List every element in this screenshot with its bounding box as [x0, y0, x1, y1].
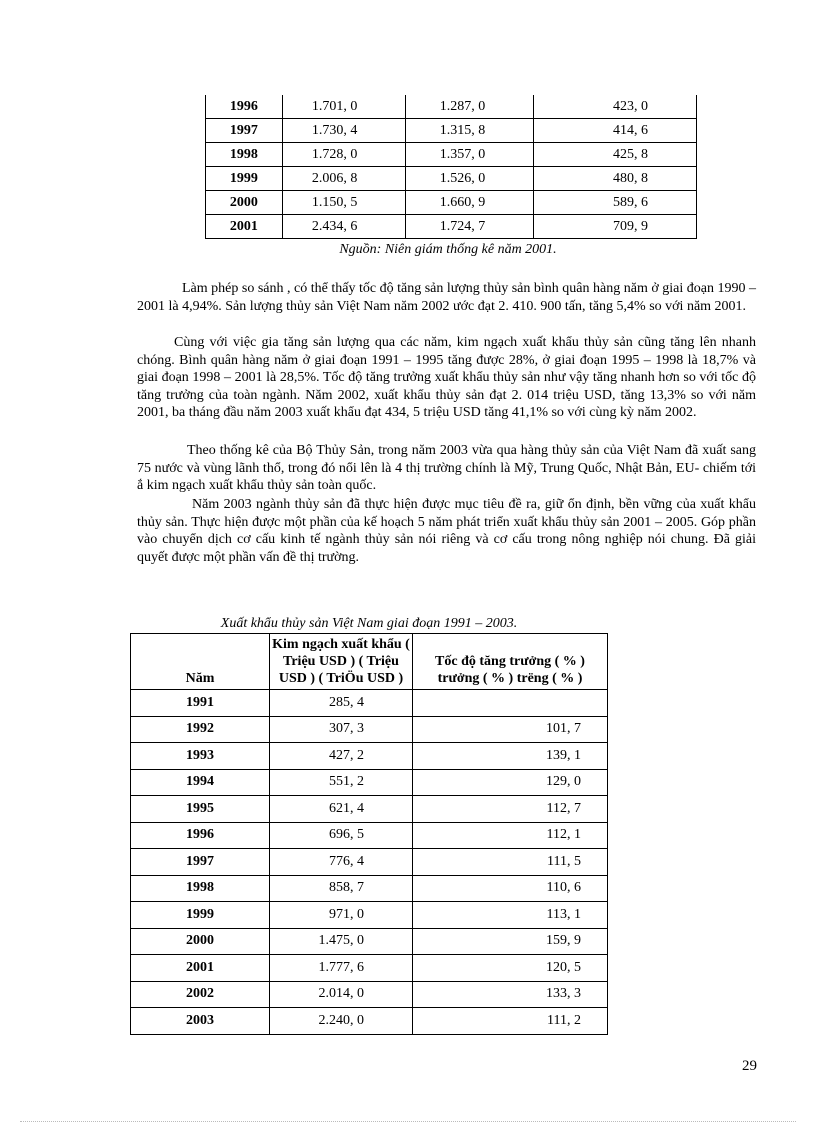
- production-table: [205, 95, 697, 239]
- year-cell: 2002: [131, 981, 270, 1008]
- value-cell: 1.475, 0: [270, 928, 413, 955]
- value-cell: 1.701, 0: [282, 95, 406, 119]
- value-cell: 589, 6: [534, 191, 697, 215]
- table-row: [131, 690, 608, 717]
- year-cell: 1999: [206, 167, 283, 191]
- growth-cell: [413, 690, 608, 717]
- table-row: [206, 167, 697, 191]
- value-cell: 971, 0: [270, 902, 413, 929]
- table-row: [131, 796, 608, 823]
- year-cell: 1998: [206, 143, 283, 167]
- year-cell: 1992: [131, 716, 270, 743]
- paragraph: Làm phép so sánh , có thể thấy tốc độ tăng sản lượng thủy sản bình quân hàng năm ở giai đoạn 1990 – 2001 là 4,94%. Sản lượng thủy sản Việt Nam năm 2002 ước đạt 2. 410. 900 tấn, tăng 5,4% so với năm 2001.: [137, 281, 756, 314]
- page-footer-divider: [20, 1121, 796, 1122]
- value-cell: 1.315, 8: [406, 119, 534, 143]
- year-cell: 1999: [131, 902, 270, 929]
- year-cell: 2000: [131, 928, 270, 955]
- value-cell: 1.660, 9: [406, 191, 534, 215]
- value-cell: 2.014, 0: [270, 981, 413, 1008]
- year-cell: 1996: [206, 95, 283, 119]
- table-header-row: [131, 634, 608, 690]
- table-row: [206, 95, 697, 119]
- table-row: [131, 769, 608, 796]
- value-cell: 2.434, 6: [282, 215, 406, 239]
- table-caption: Xuất khẩu thủy sản Việt Nam giai đoạn 1991 – 2003.: [220, 616, 518, 631]
- year-cell: 1997: [131, 849, 270, 876]
- table-row: [131, 822, 608, 849]
- year-cell: 1998: [131, 875, 270, 902]
- table-row: [206, 191, 697, 215]
- growth-cell: 101, 7: [413, 716, 608, 743]
- value-cell: 423, 0: [534, 95, 697, 119]
- value-cell: 1.730, 4: [282, 119, 406, 143]
- value-cell: 1.526, 0: [406, 167, 534, 191]
- year-cell: 1994: [131, 769, 270, 796]
- table-row: [206, 215, 697, 239]
- value-cell: 414, 6: [534, 119, 697, 143]
- value-cell: 776, 4: [270, 849, 413, 876]
- year-cell: 1997: [206, 119, 283, 143]
- year-cell: 1995: [131, 796, 270, 823]
- year-cell: 2003: [131, 1008, 270, 1035]
- paragraph: Cùng với việc gia tăng sản lượng qua các năm, kim ngạch xuất khẩu thủy sản cũng tăng lên nhanh chóng. Bình quân hàng năm ở giai đoạn 1991 – 1995 tăng được 28%, ở giai đoạn 1995 – 1998 là 18,7% và giai đoạn 1998 – 2001 là 28,5%. Tốc độ tăng trưởng xuất khẩu thủy sản như vậy tăng nhanh hơn so với tốc độ tăng trưởng của toàn ngành. Năm 2002, xuất khẩu thủy sản đạt 2. 014 triệu USD, tăng 13,3% so với năm 2001, ba tháng đầu năm 2003 xuất khẩu đạt 434, 5 triệu USD tăng 41,1% so với cùng kỳ năm 2002.: [137, 335, 756, 420]
- year-cell: 1993: [131, 743, 270, 770]
- table-row: [131, 981, 608, 1008]
- growth-header: Tốc độ tăng trưởng ( % ) trưởng ( % ) trëng ( % ): [413, 634, 608, 690]
- value-cell: 1.777, 6: [270, 955, 413, 982]
- value-cell: 551, 2: [270, 769, 413, 796]
- value-cell: 1.150, 5: [282, 191, 406, 215]
- paragraph: Năm 2003 ngành thủy sản đã thực hiện được mục tiêu đề ra, giữ ổn định, bền vững của xuất khẩu thủy sản. Thực hiện được một phần của kế hoạch 5 năm phát triển xuất khẩu thủy sản 2001 – 2005. Góp phần vào chuyển dịch cơ cấu kinh tế ngành thủy sản nói riêng và cơ cấu trong nông nghiệp nói chung. Đã giải quyết được một phần vấn đề thị trường.: [137, 497, 756, 565]
- growth-cell: 120, 5: [413, 955, 608, 982]
- value-cell: 2.006, 8: [282, 167, 406, 191]
- value-cell: 425, 8: [534, 143, 697, 167]
- growth-cell: 112, 7: [413, 796, 608, 823]
- value-cell: 427, 2: [270, 743, 413, 770]
- growth-cell: 112, 1: [413, 822, 608, 849]
- value-cell: 709, 9: [534, 215, 697, 239]
- page-number: 29: [742, 1058, 757, 1074]
- table-row: [206, 143, 697, 167]
- growth-cell: 129, 0: [413, 769, 608, 796]
- table-row: [131, 955, 608, 982]
- paragraph: Theo thống kê của Bộ Thủy Sản, trong năm 2003 vừa qua hàng thủy sản của Việt Nam đã xuất sang 75 nước và vùng lãnh thổ, trong đó nổi lên là 4 thị trường chính là Mỹ, Trung Quốc, Nhật Bản, EU- chiếm tới ắ kim ngạch xuất khẩu thủy sản toàn quốc.: [137, 443, 756, 493]
- value-cell: 2.240, 0: [270, 1008, 413, 1035]
- value-cell: 307, 3: [270, 716, 413, 743]
- year-cell: 1996: [131, 822, 270, 849]
- table-row: [206, 119, 697, 143]
- growth-cell: 139, 1: [413, 743, 608, 770]
- table-source-note: Nguồn: Niên giám thống kê năm 2001.: [339, 242, 557, 257]
- year-cell: 2001: [206, 215, 283, 239]
- value-cell: 696, 5: [270, 822, 413, 849]
- value-cell: 858, 7: [270, 875, 413, 902]
- growth-cell: 111, 5: [413, 849, 608, 876]
- table-row: [131, 902, 608, 929]
- value-cell: 1.724, 7: [406, 215, 534, 239]
- value-header: Kim ngạch xuất khẩu ( Triệu USD ) ( Triệu USD ) ( TriÖu USD ): [270, 634, 413, 690]
- growth-cell: 113, 1: [413, 902, 608, 929]
- table-row: [131, 743, 608, 770]
- value-cell: 285, 4: [270, 690, 413, 717]
- year-cell: 1991: [131, 690, 270, 717]
- year-cell: 2001: [131, 955, 270, 982]
- growth-cell: 133, 3: [413, 981, 608, 1008]
- year-header: Năm: [131, 634, 270, 690]
- value-cell: 1.357, 0: [406, 143, 534, 167]
- table-row: [131, 716, 608, 743]
- value-cell: 621, 4: [270, 796, 413, 823]
- growth-cell: 159, 9: [413, 928, 608, 955]
- table-row: [131, 928, 608, 955]
- export-table: [130, 633, 608, 1035]
- year-cell: 2000: [206, 191, 283, 215]
- value-cell: 1.728, 0: [282, 143, 406, 167]
- table-row: [131, 849, 608, 876]
- table-row: [131, 1008, 608, 1035]
- value-cell: 1.287, 0: [406, 95, 534, 119]
- growth-cell: 110, 6: [413, 875, 608, 902]
- growth-cell: 111, 2: [413, 1008, 608, 1035]
- value-cell: 480, 8: [534, 167, 697, 191]
- table-row: [131, 875, 608, 902]
